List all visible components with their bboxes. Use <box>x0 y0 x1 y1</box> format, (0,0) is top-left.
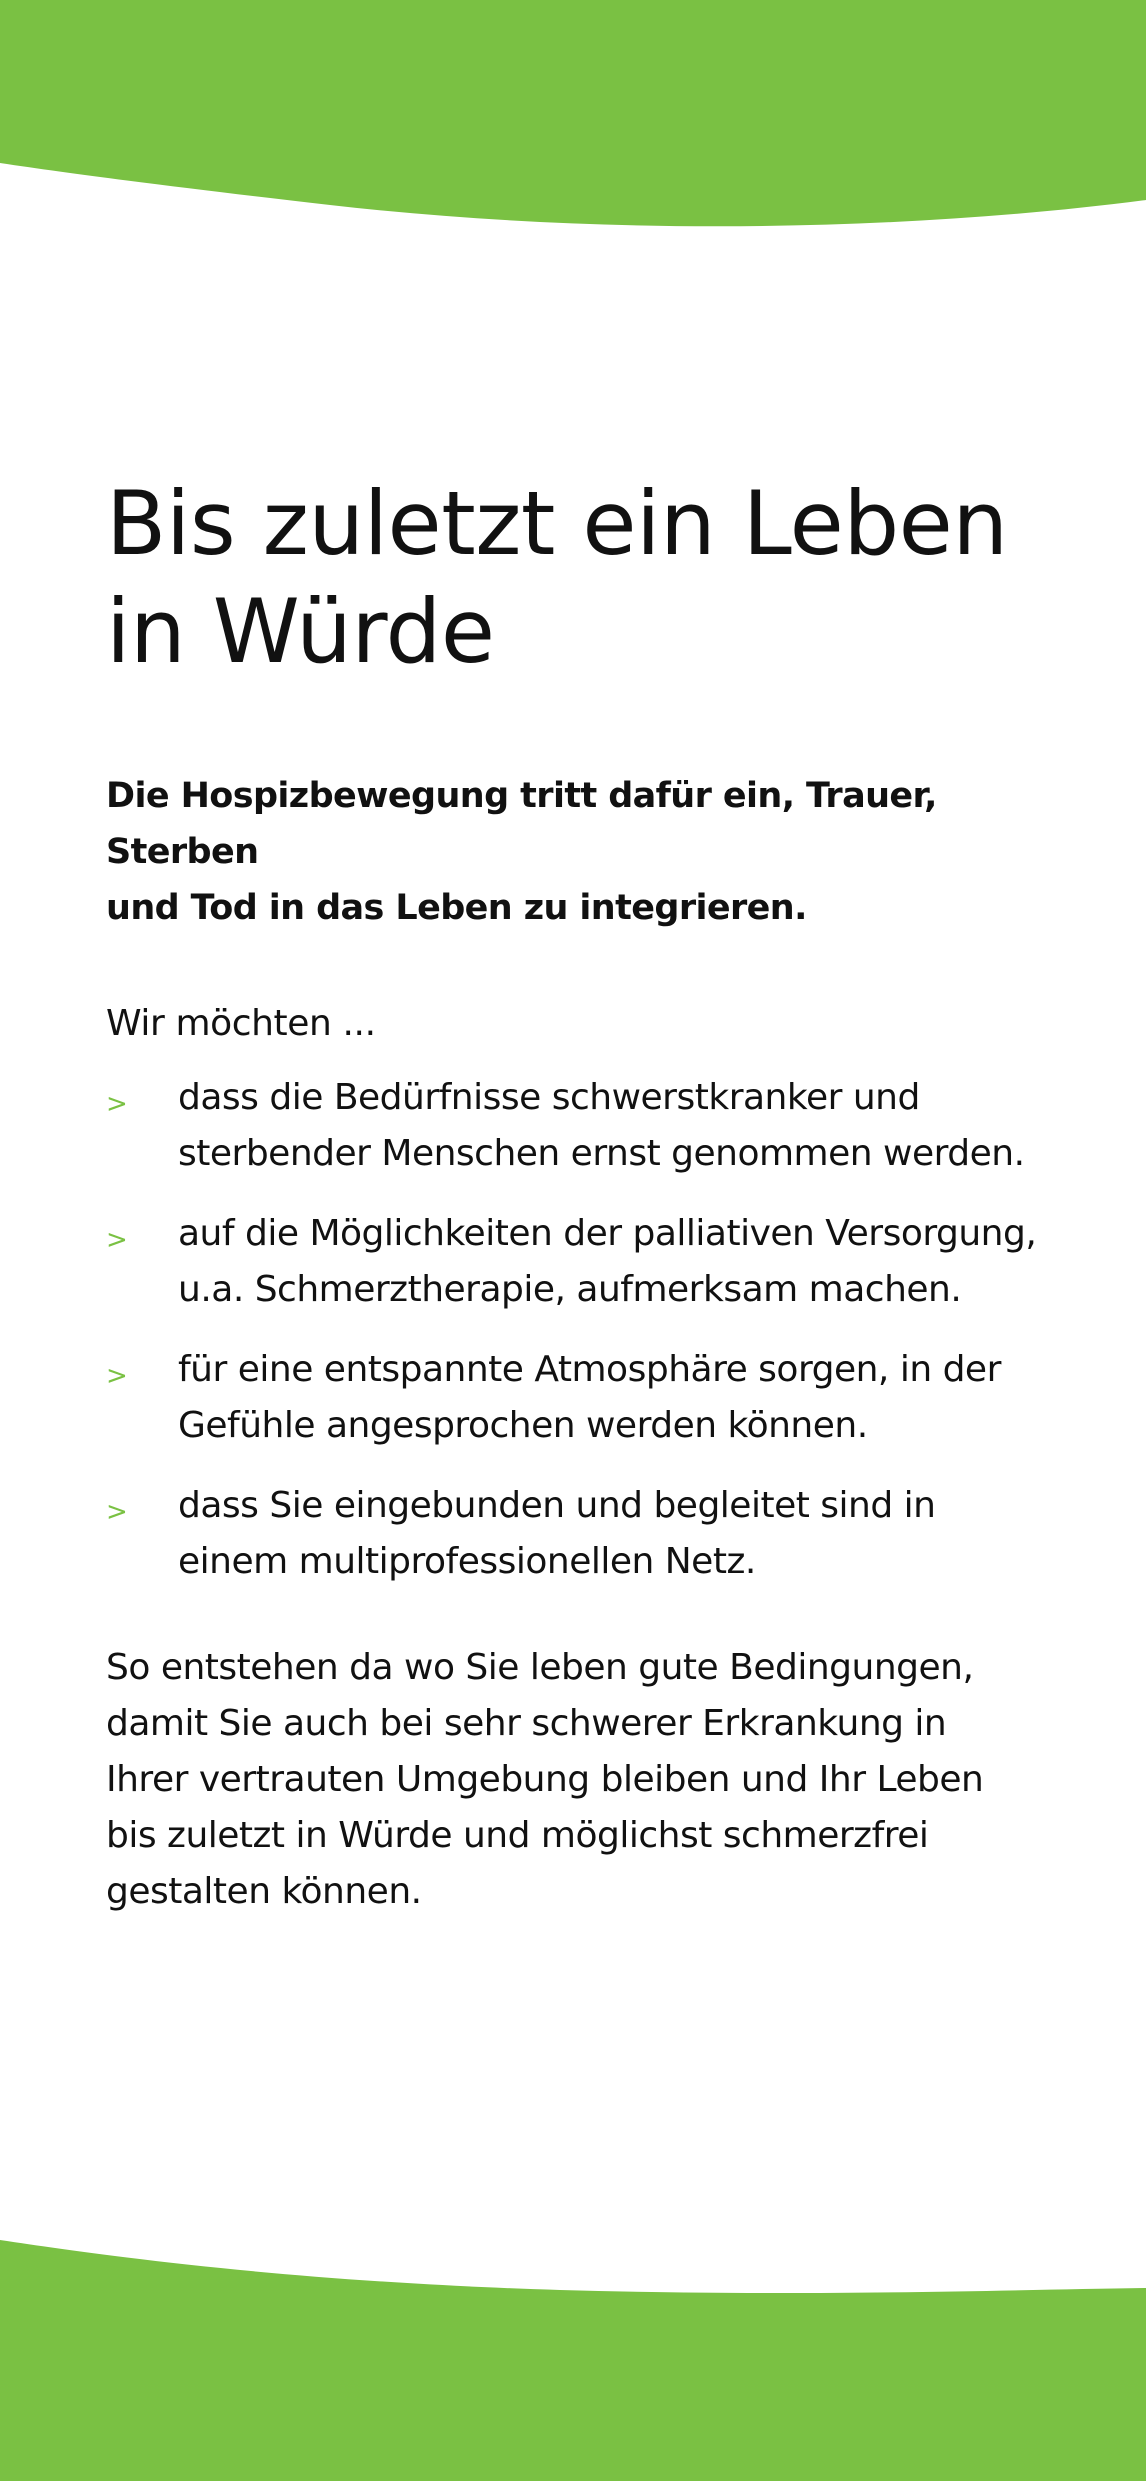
lead-line-1: Die Hospizbewegung tritt dafür ein, Trauer, Sterben <box>106 776 937 872</box>
closing-line: damit Sie auch bei sehr schwerer Erkrankung in <box>106 1703 947 1744</box>
list-item-text <box>178 1478 935 1590</box>
chevron-right-icon: > <box>106 1225 128 1255</box>
closing-line: bis zuletzt in Würde und möglichst schmerzfrei <box>106 1815 929 1856</box>
list-item-line-2: Gefühle angesprochen werden können. <box>178 1405 868 1446</box>
lead-line-2: und Tod in das Leben zu integrieren. <box>106 888 807 928</box>
list-item-line-2: sterbender Menschen ernst genommen werden. <box>178 1133 1025 1174</box>
closing-line: So entstehen da wo Sie leben gute Bedingungen, <box>106 1647 974 1688</box>
list-item <box>106 1070 1066 1182</box>
chevron-right-icon: > <box>106 1089 128 1119</box>
list-item-line-2: u.a. Schmerztherapie, aufmerksam machen. <box>178 1269 962 1310</box>
page-title <box>106 470 1066 686</box>
list-item-line-1: für eine entspannte Atmosphäre sorgen, in der <box>178 1349 1001 1390</box>
closing-line: gestalten können. <box>106 1871 422 1912</box>
chevron-right-icon: > <box>106 1361 128 1391</box>
bottom-green-wave <box>0 2220 1146 2481</box>
list-item <box>106 1342 1066 1454</box>
chevron-right-icon: > <box>106 1497 128 1527</box>
list-item-line-1: dass Sie eingebunden und begleitet sind in <box>178 1485 936 1526</box>
list-item <box>106 1478 1066 1590</box>
goals-list <box>106 1070 1066 1590</box>
intro-text: Wir möchten ... <box>106 1003 376 1044</box>
top-green-wave <box>0 0 1146 240</box>
list-item-line-1: auf die Möglichkeiten der palliativen Versorgung, <box>178 1213 1037 1254</box>
document-body <box>106 470 1066 1920</box>
list-item-line-2: einem multiprofessionellen Netz. <box>178 1541 756 1582</box>
title-line-2: in Würde <box>106 580 495 683</box>
lead-paragraph <box>106 768 1066 936</box>
closing-paragraph <box>106 1640 1066 1920</box>
list-item-line-1: dass die Bedürfnisse schwerstkranker und <box>178 1077 920 1118</box>
list-item <box>106 1206 1066 1318</box>
list-item-text <box>178 1342 1001 1454</box>
title-line-1: Bis zuletzt ein Leben <box>106 472 1008 575</box>
closing-line: Ihrer vertrauten Umgebung bleiben und Ihr Leben <box>106 1759 984 1800</box>
list-item-text <box>178 1070 1025 1182</box>
list-item-text <box>178 1206 1036 1318</box>
